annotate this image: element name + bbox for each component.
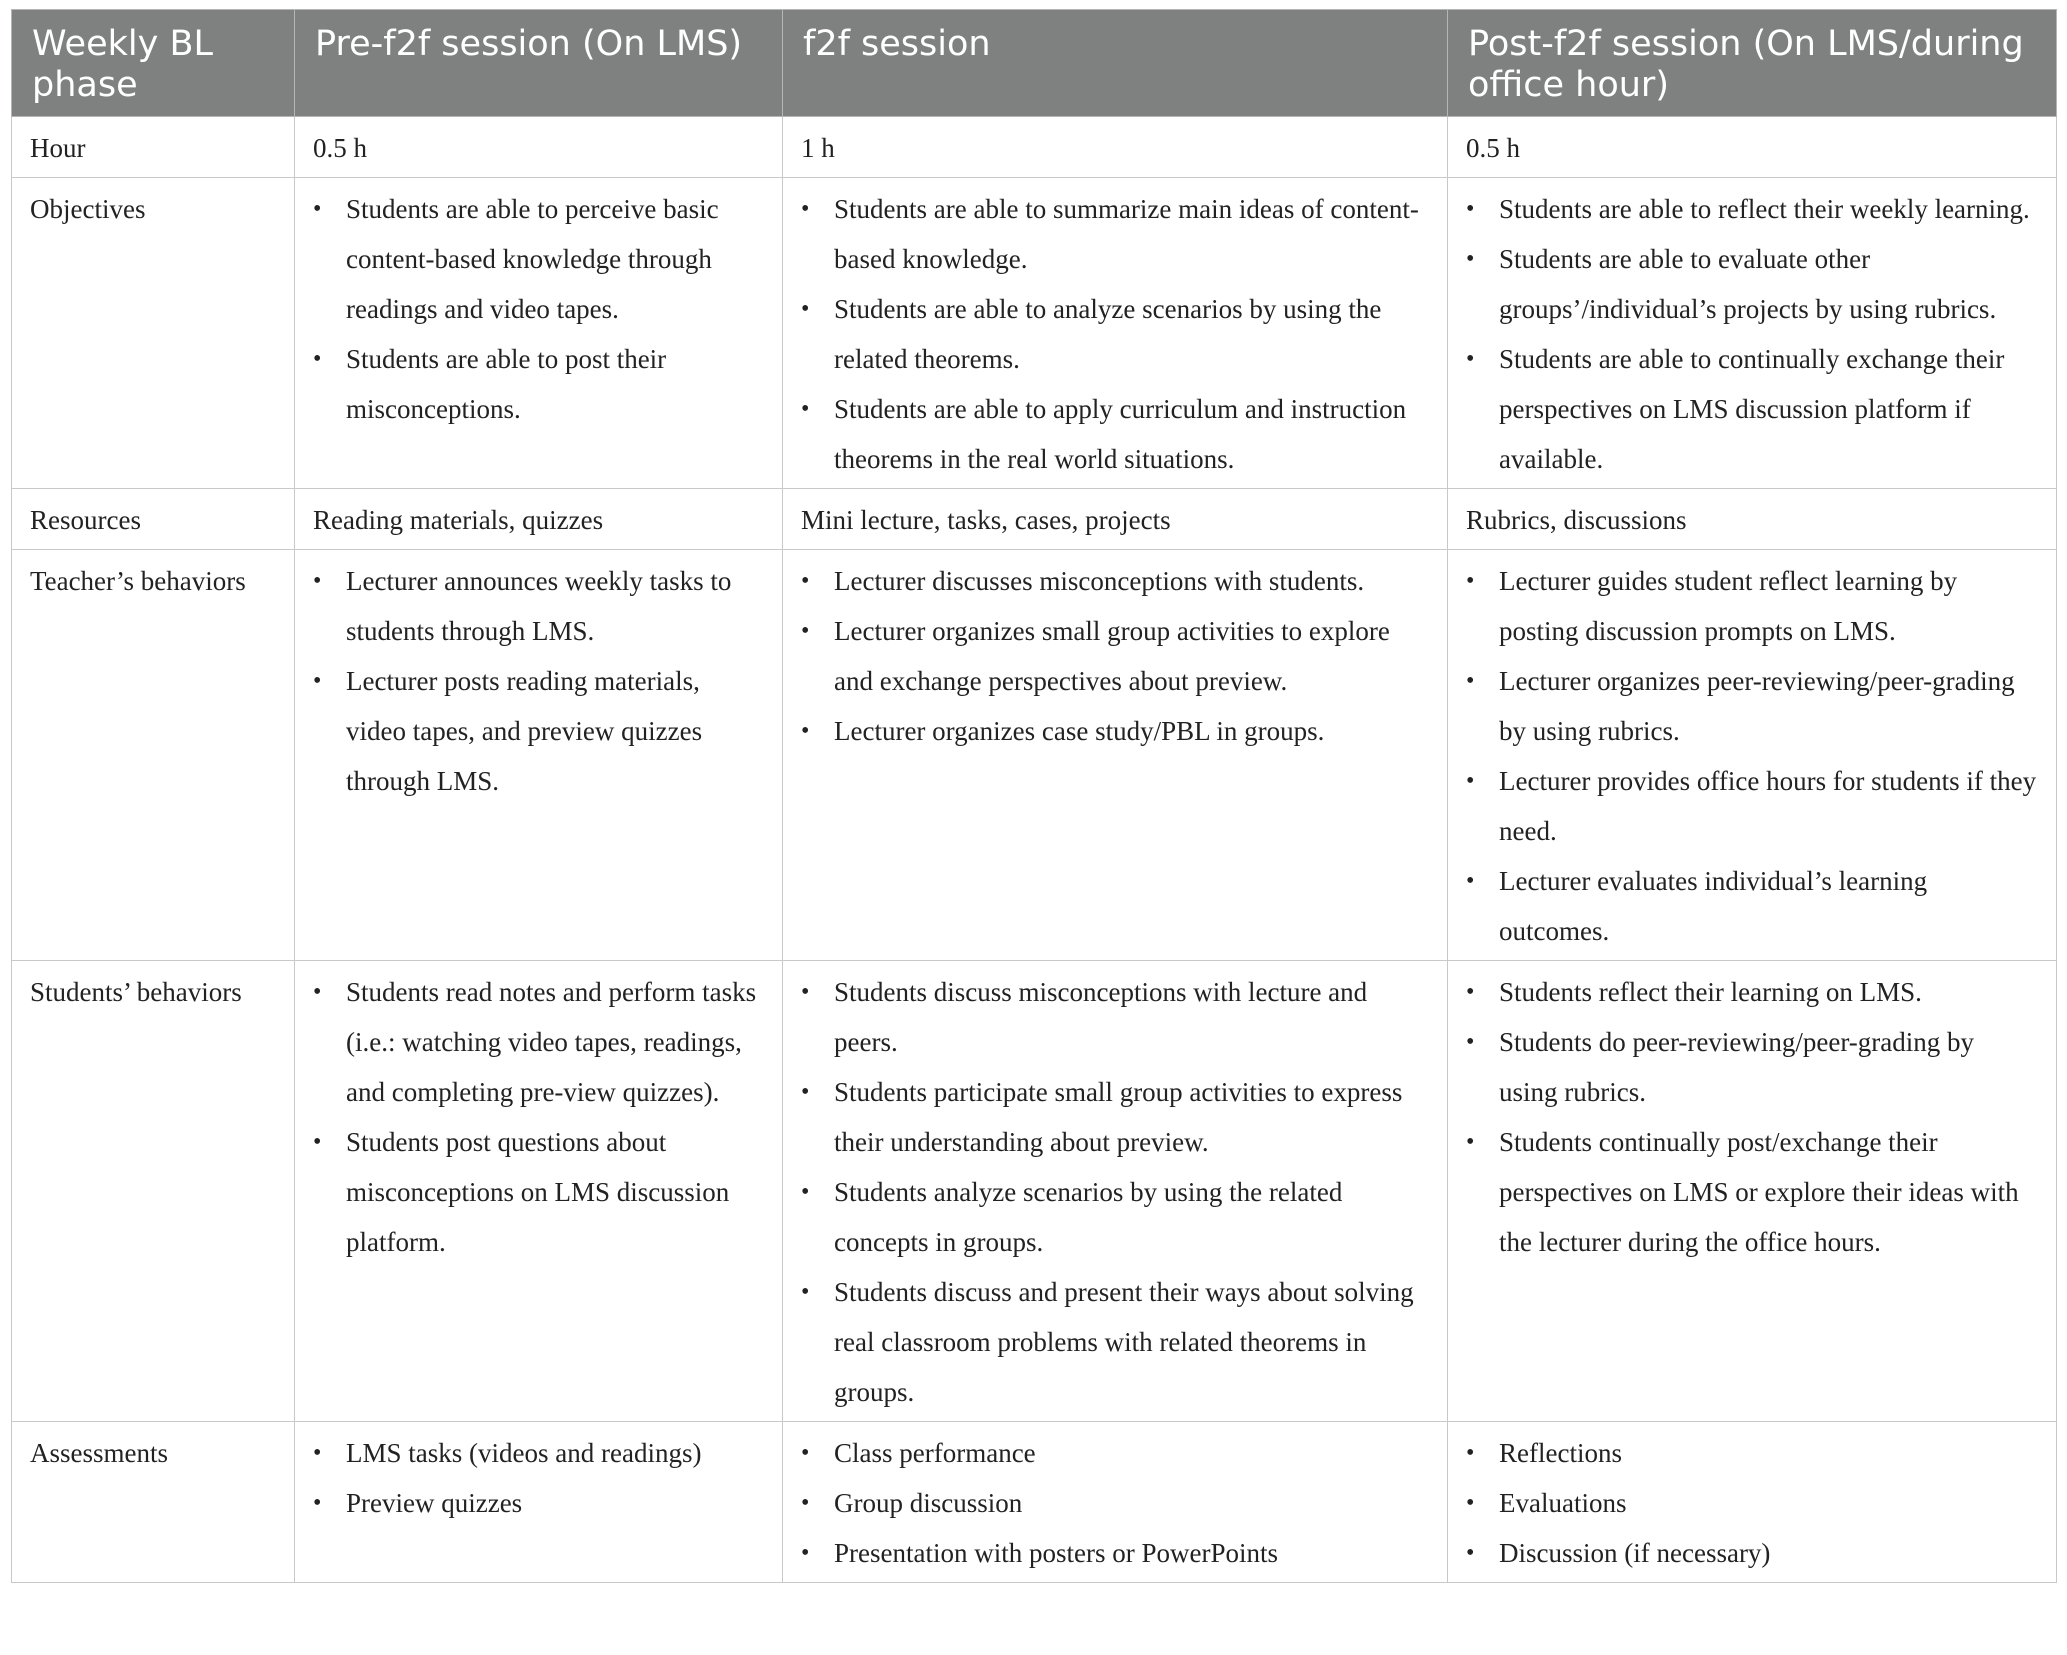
bullet-list — [1466, 967, 2038, 1267]
table-cell — [783, 178, 1448, 489]
bullet-item: • Lecturer guides student reflect learning by posting discussion prompts on LMS. — [1466, 556, 2038, 656]
table-cell — [1448, 961, 2057, 1422]
bullet-item: • Students continually post/exchange their perspectives on LMS or explore their ideas with the lecturer during the office hours. — [1466, 1117, 2038, 1267]
bullet-item: • Students participate small group activities to express their understanding about preview. — [801, 1067, 1429, 1167]
row-label: Resources — [12, 489, 295, 550]
bullet-item: • LMS tasks (videos and readings) — [313, 1428, 764, 1478]
blended-learning-table — [11, 9, 2057, 1583]
table-row — [12, 117, 2057, 178]
table-row — [12, 550, 2057, 961]
bullet-item: • Students discuss misconceptions with lecture and peers. — [801, 967, 1429, 1067]
row-label: Objectives — [12, 178, 295, 489]
bullet-item: • Students are able to continually exchange their perspectives on LMS discussion platform if available. — [1466, 334, 2038, 484]
table-cell — [783, 550, 1448, 961]
bullet-list — [313, 967, 764, 1267]
table-row — [12, 489, 2057, 550]
table-cell — [1448, 1422, 2057, 1583]
bullet-item: • Students analyze scenarios by using the related concepts in groups. — [801, 1167, 1429, 1267]
bullet-item: • Students are able to analyze scenarios by using the related theorems. — [801, 284, 1429, 384]
bullet-item: • Lecturer provides office hours for students if they need. — [1466, 756, 2038, 856]
bullet-item: • Lecturer organizes small group activities to explore and exchange perspectives about preview. — [801, 606, 1429, 706]
bullet-item: • Students are able to apply curriculum and instruction theorems in the real world situations. — [801, 384, 1429, 484]
bullet-item: • Students do peer-reviewing/peer-grading by using rubrics. — [1466, 1017, 2038, 1117]
bullet-list — [313, 184, 764, 434]
header-cell-post-f2f: Post-f2f session (On LMS/during office hour) — [1448, 10, 2057, 117]
bullet-item: • Preview quizzes — [313, 1478, 764, 1528]
row-label: Hour — [12, 117, 295, 178]
bullet-item: • Evaluations — [1466, 1478, 2038, 1528]
bullet-item: • Students post questions about misconceptions on LMS discussion platform. — [313, 1117, 764, 1267]
table-cell: 1 h — [783, 117, 1448, 178]
bullet-item: • Lecturer organizes case study/PBL in groups. — [801, 706, 1429, 756]
bullet-item: • Lecturer organizes peer-reviewing/peer-grading by using rubrics. — [1466, 656, 2038, 756]
header-cell-pre-f2f: Pre-f2f session (On LMS) — [295, 10, 783, 117]
table-cell: Reading materials, quizzes — [295, 489, 783, 550]
row-label: Teacher’s behaviors — [12, 550, 295, 961]
bullet-list — [1466, 556, 2038, 956]
row-label: Assessments — [12, 1422, 295, 1583]
table-body — [12, 117, 2057, 1583]
bullet-list — [1466, 184, 2038, 484]
bullet-item: • Lecturer discusses misconceptions with students. — [801, 556, 1429, 606]
table-cell — [295, 961, 783, 1422]
bullet-list — [801, 1428, 1429, 1578]
bullet-item: • Lecturer evaluates individual’s learning outcomes. — [1466, 856, 2038, 956]
bullet-item: • Presentation with posters or PowerPoints — [801, 1528, 1429, 1578]
bullet-item: • Group discussion — [801, 1478, 1429, 1528]
bullet-item: • Reflections — [1466, 1428, 2038, 1478]
table-cell — [1448, 178, 2057, 489]
bullet-item: • Discussion (if necessary) — [1466, 1528, 2038, 1578]
row-label: Students’ behaviors — [12, 961, 295, 1422]
bullet-list — [1466, 1428, 2038, 1578]
header-row — [12, 10, 2057, 117]
bullet-item: • Students discuss and present their ways about solving real classroom problems with related theorems in groups. — [801, 1267, 1429, 1417]
bullet-list — [801, 967, 1429, 1417]
bullet-item: • Students read notes and perform tasks (i.e.: watching video tapes, readings, and completing pre-view quizzes). — [313, 967, 764, 1117]
header-cell-f2f: f2f session — [783, 10, 1448, 117]
bullet-list — [313, 556, 764, 806]
table-cell — [295, 178, 783, 489]
bullet-item: • Students reflect their learning on LMS. — [1466, 967, 2038, 1017]
table-cell — [295, 550, 783, 961]
table-cell — [295, 1422, 783, 1583]
bullet-item: • Class performance — [801, 1428, 1429, 1478]
table-cell: Mini lecture, tasks, cases, projects — [783, 489, 1448, 550]
table-row — [12, 961, 2057, 1422]
table-cell — [783, 961, 1448, 1422]
table-row — [12, 1422, 2057, 1583]
table-header — [12, 10, 2057, 117]
table-cell — [783, 1422, 1448, 1583]
table-cell: 0.5 h — [295, 117, 783, 178]
table-row — [12, 178, 2057, 489]
bullet-item: • Students are able to perceive basic content-based knowledge through readings and video tapes. — [313, 184, 764, 334]
table-cell: Rubrics, discussions — [1448, 489, 2057, 550]
bullet-item: • Lecturer announces weekly tasks to students through LMS. — [313, 556, 764, 656]
bullet-list — [801, 184, 1429, 484]
bullet-list — [801, 556, 1429, 756]
table-cell — [1448, 550, 2057, 961]
bullet-item: • Students are able to evaluate other groups’/individual’s projects by using rubrics. — [1466, 234, 2038, 334]
bullet-item: • Students are able to reflect their weekly learning. — [1466, 184, 2038, 234]
bullet-item: • Students are able to post their misconceptions. — [313, 334, 764, 434]
table-cell: 0.5 h — [1448, 117, 2057, 178]
header-cell-phase: Weekly BL phase — [12, 10, 295, 117]
bullet-item: • Students are able to summarize main ideas of content-based knowledge. — [801, 184, 1429, 284]
bullet-item: • Lecturer posts reading materials, video tapes, and preview quizzes through LMS. — [313, 656, 764, 806]
bullet-list — [313, 1428, 764, 1528]
